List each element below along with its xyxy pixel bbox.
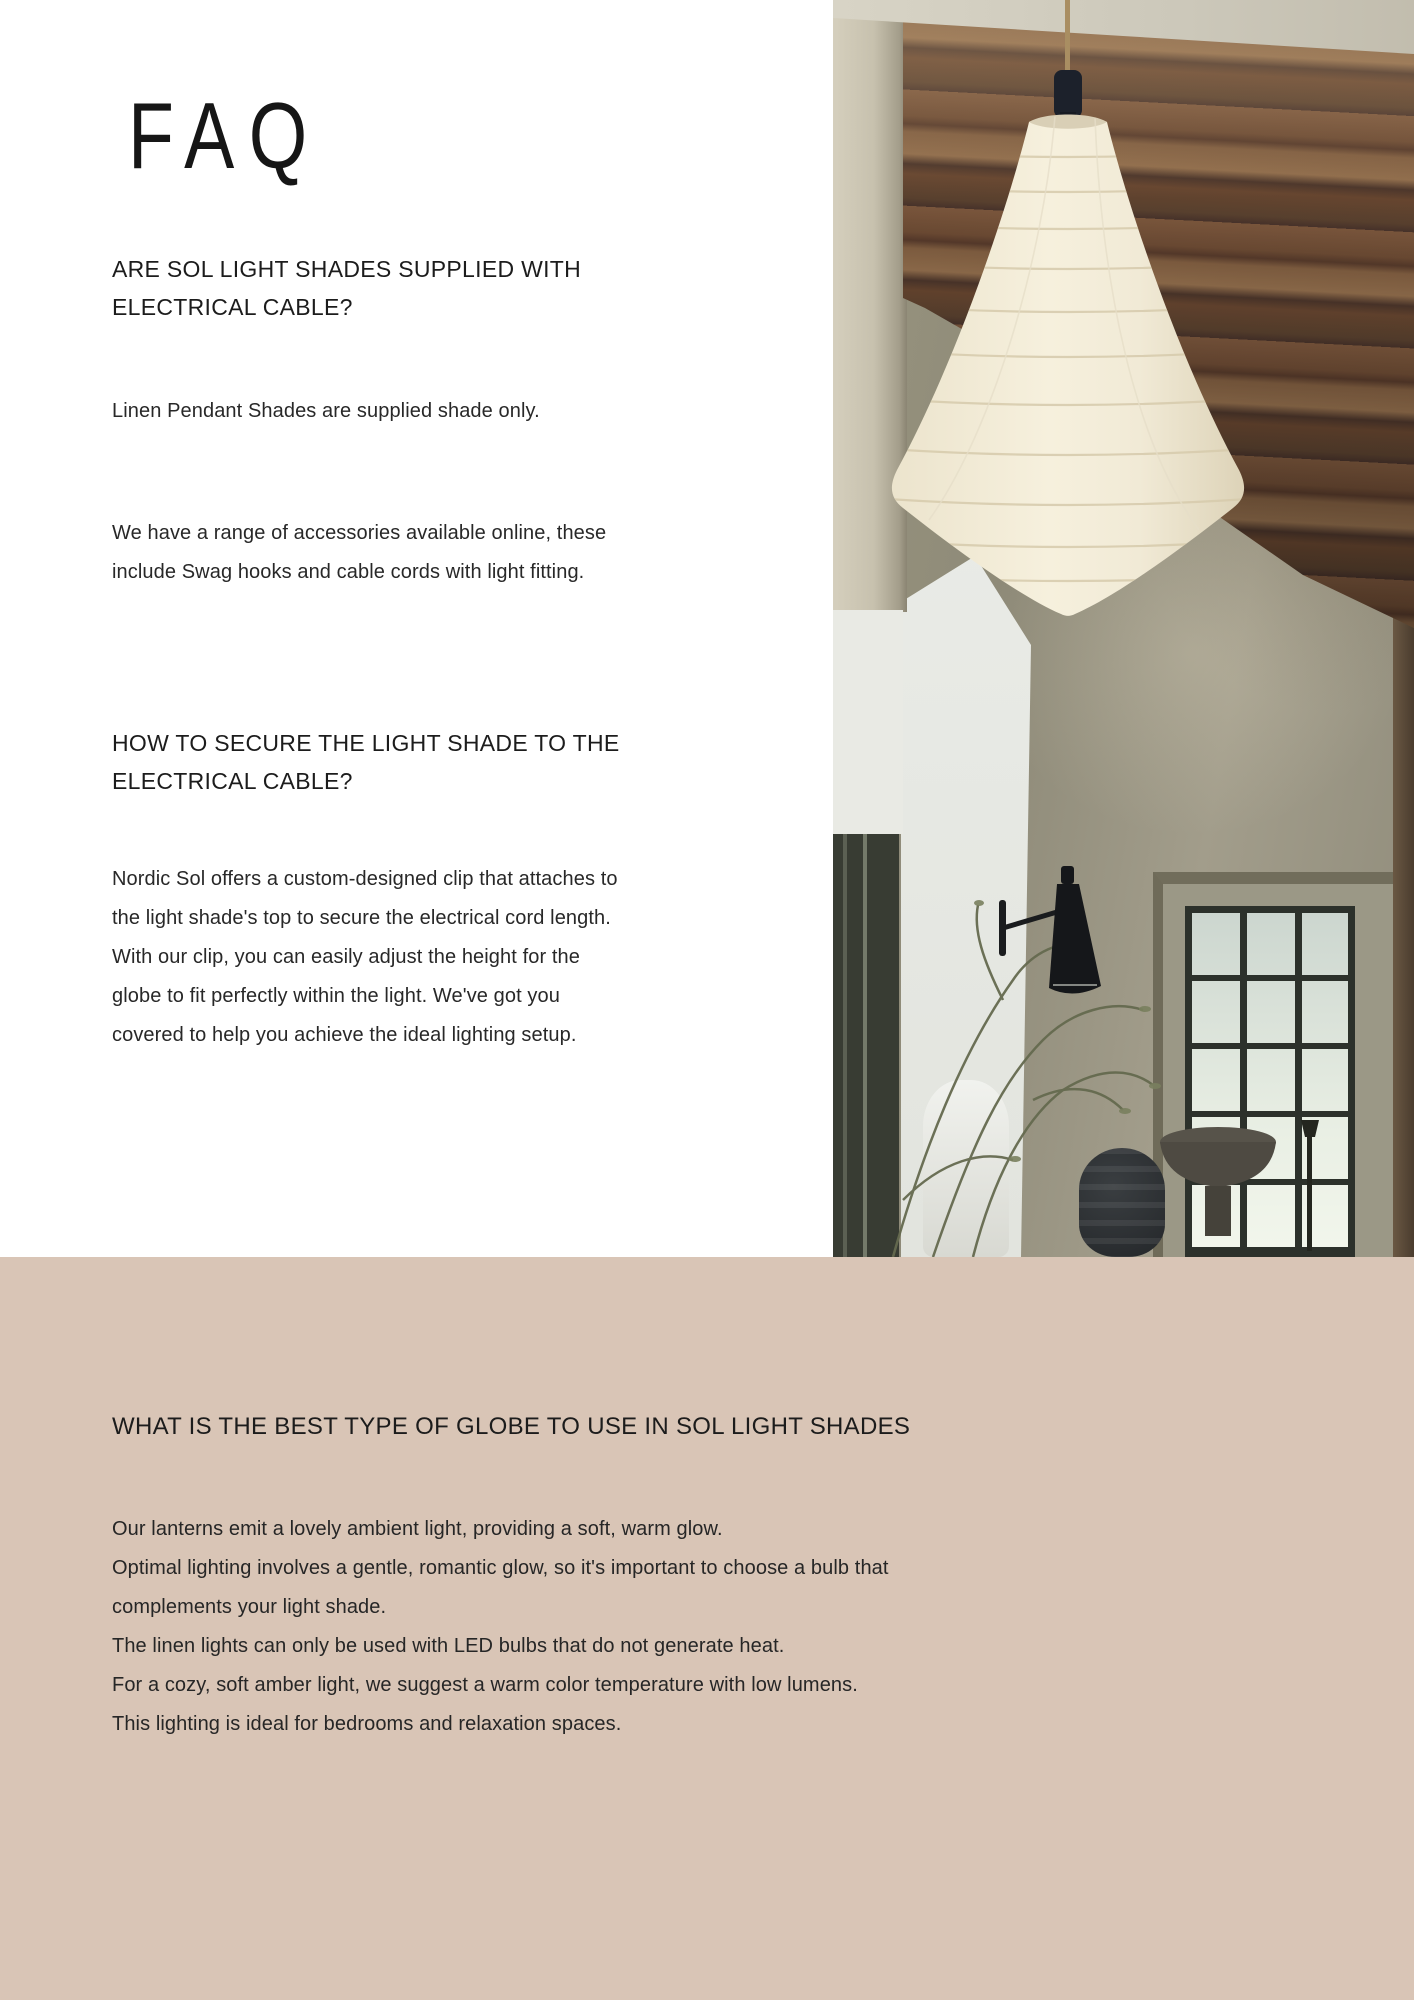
globe-answer — [112, 1510, 952, 1744]
pendant-cord — [1065, 0, 1070, 74]
pedestal-basin — [1160, 1127, 1276, 1236]
globe-answer-line: Our lanterns emit a lovely ambient light, providing a soft, warm glow. — [112, 1518, 723, 1540]
globe-answer-line: For a cozy, soft amber light, we suggest a warm color temperature with low lumens. — [112, 1674, 858, 1696]
faq-answer-1a: Linen Pendant Shades are supplied shade only. — [112, 400, 540, 422]
faq-answer-1b: We have a range of accessories available online, these include Swag hooks and cable cords with light fitting. — [112, 522, 607, 583]
globe-answer-line: The linen lights can only be used with LED bulbs that do not generate heat. — [112, 1635, 785, 1657]
globe-answer-line: Optimal lighting involves a gentle, romantic glow, so it's important to choose a bulb that complements your light shade. — [112, 1557, 889, 1618]
globe-answer-line: This lighting is ideal for bedrooms and relaxation spaces. — [112, 1713, 622, 1735]
olive-branches — [893, 905, 1153, 1257]
globe-question: WHAT IS THE BEST TYPE OF GLOBE TO USE IN SOL LIGHT SHADES — [112, 1413, 911, 1440]
hero-photo — [833, 0, 1414, 1257]
wall-sconce — [999, 866, 1101, 994]
faq-question-1: ARE SOL LIGHT SHADES SUPPLIED WITH ELECTRICAL CABLE? — [112, 256, 582, 320]
faq-question-2: HOW TO SECURE THE LIGHT SHADE TO THE ELECTRICAL CABLE? — [112, 730, 620, 794]
floor-lamp-silhouette — [1301, 1120, 1319, 1251]
pendant-lamp-shade — [873, 115, 1263, 616]
faq-answer-2: Nordic Sol offers a custom-designed clip that attaches to the light shade's top to secure the electrical cord length. With our clip, you can easily adjust the height for the globe to fit perfectly within the light. We've got you covered to help you achieve the ideal lighting setup. — [112, 868, 618, 1046]
photo-foreground — [833, 0, 1414, 1257]
page-title: FAQ — [128, 83, 322, 188]
